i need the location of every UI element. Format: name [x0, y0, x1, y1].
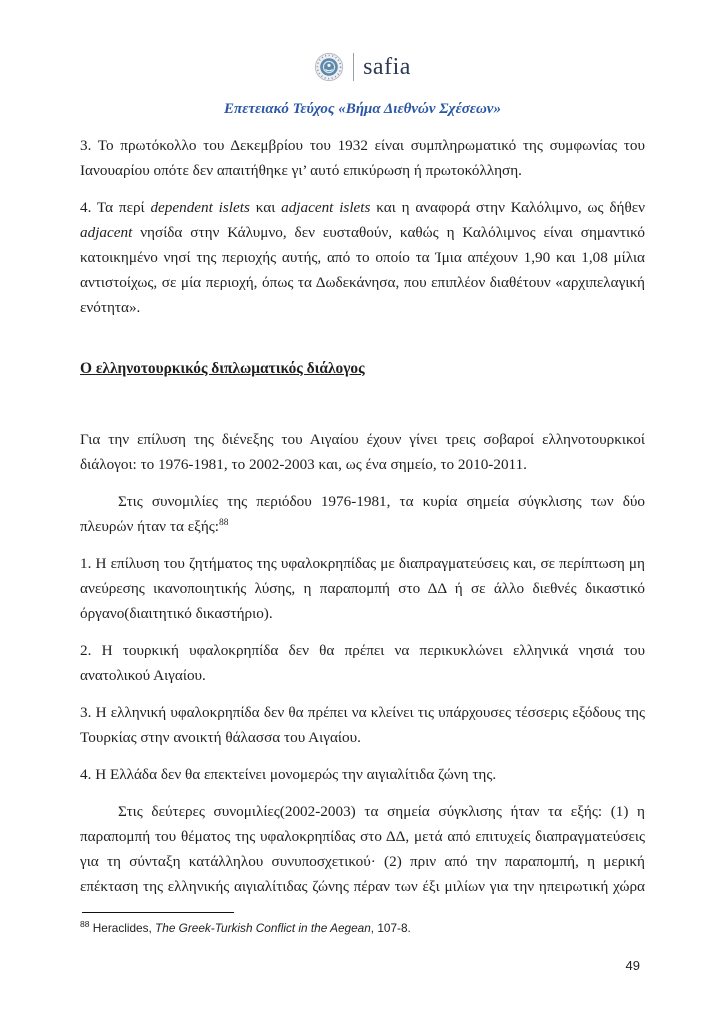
section-heading: Ο ελληνοτουρκικός διπλωματικός διάλογος: [80, 360, 365, 377]
text-run: και: [249, 199, 282, 216]
logo-wordmark: safia: [363, 54, 411, 80]
text-run-italic: adjacent islets: [281, 199, 371, 216]
paragraph-dialogues-intro: Για την επίλυση της διένεξης του Αιγαίου έχουν γίνει τρεις σοβαροί ελληνοτουρκικοί διάλογοι: το 1976-1981, το 2002-2003 και, ως ένα σημείο, το 2010-2011.: [80, 431, 645, 473]
paragraph-point-3: 3. Το πρωτόκολλο του Δεκεμβρίου του 1932 είναι συμπληρωματικό της συμφωνίας του Ιανουαρίου οπότε δεν απαιτήθηκε γι’ αυτό επικύρωση ή πρωτοκόλληση.: [80, 137, 645, 179]
text-run: νησίδα στην Κάλυμνο, δεν ευσταθούν, καθώς η Καλόλιμνος είναι σημαντικό κατοικημένο νησί της περιοχής αυτής, από το οποίο τα Ίμια απέχουν 1,90 και 1,08 μίλια αντιστοίχως, σε μία περιοχή, όπως τα Δωδεκάνησα, που επιπλέον διαθέτουν «αρχιπελαγική ενότητα».: [80, 224, 645, 316]
document-body: [0, 133, 725, 899]
issue-title: Επετειακό Τεύχος «Βήμα Διεθνών Σχέσεων»: [224, 101, 501, 117]
text-run-italic: The Greek-Turkish Conflict in the Aegean: [155, 921, 371, 935]
paragraph-2002-talks: Στις δεύτερες συνομιλίες(2002-2003) τα σημεία σύγκλισης ήταν τα εξής: (1) η παραπομπή του θέματος της υφαλοκρηπίδας στο ΔΔ, μετά από επιτυχείς διαπραγματεύσεις για τη σύνταξη κατάλληλου συνυποσχετικού· (2) πριν από την παραπομπή, η μερική επέκταση της ελληνικής αιγιαλίτιδας ζώνης πέραν των έξι μιλίων για την ηπειρωτική χώρα: [80, 803, 645, 895]
text-run: και η αναφορά στην Καλόλιμνο, ως δήθεν: [370, 199, 645, 216]
page-number: 49: [625, 958, 640, 973]
text-run-italic: adjacent: [80, 224, 133, 241]
text-run-italic: dependent islets: [150, 199, 250, 216]
safia-seal-icon: [314, 52, 344, 82]
logo-divider: [353, 53, 354, 81]
list-item-1: 1. Η επίλυση του ζητήματος της υφαλοκρηπίδας με διαπραγματεύσεις και, σε περίπτωση μη ανεύρεσης ικανοποιητικής λύσης, η παραπομπή στο ΔΔ ή σε άλλο διεθνές δικαστικό όργανο(διαιτητικό δικαστήριο).: [80, 555, 645, 622]
list-item-2: 2. Η τουρκική υφαλοκρηπίδα δεν θα πρέπει να περικυκλώνει ελληνικά νησιά του ανατολικού Αιγαίου.: [80, 642, 645, 684]
footnote-separator: [82, 912, 234, 913]
footnote-reference-88[interactable]: 88: [219, 517, 229, 528]
footnote-88: [80, 920, 645, 936]
paragraph-point-4: [80, 195, 645, 320]
text-run: 4. Τα περί: [80, 199, 151, 216]
footnote-marker: 88: [80, 919, 90, 930]
list-item-3: 3. Η ελληνική υφαλοκρηπίδα δεν θα πρέπει να κλείνει τις υπάρχουσες τέσσερις εξόδους της Τουρκίας στην ανοικτή θάλασσα του Αιγαίου.: [80, 704, 645, 746]
paragraph-1976-talks: [80, 489, 645, 539]
text-run: , 107-8.: [370, 921, 411, 935]
header-logo: [0, 0, 725, 84]
list-item-4: 4. Η Ελλάδα δεν θα επεκτείνει μονομερώς την αιγιαλίτιδα ζώνη της.: [80, 766, 497, 783]
text-run: Heraclides,: [92, 921, 156, 935]
text-run: Στις συνομιλίες της περιόδου 1976-1981, τα κυρία σημεία σύγκλισης των δύο πλευρών ήταν τα εξής:: [80, 493, 645, 535]
